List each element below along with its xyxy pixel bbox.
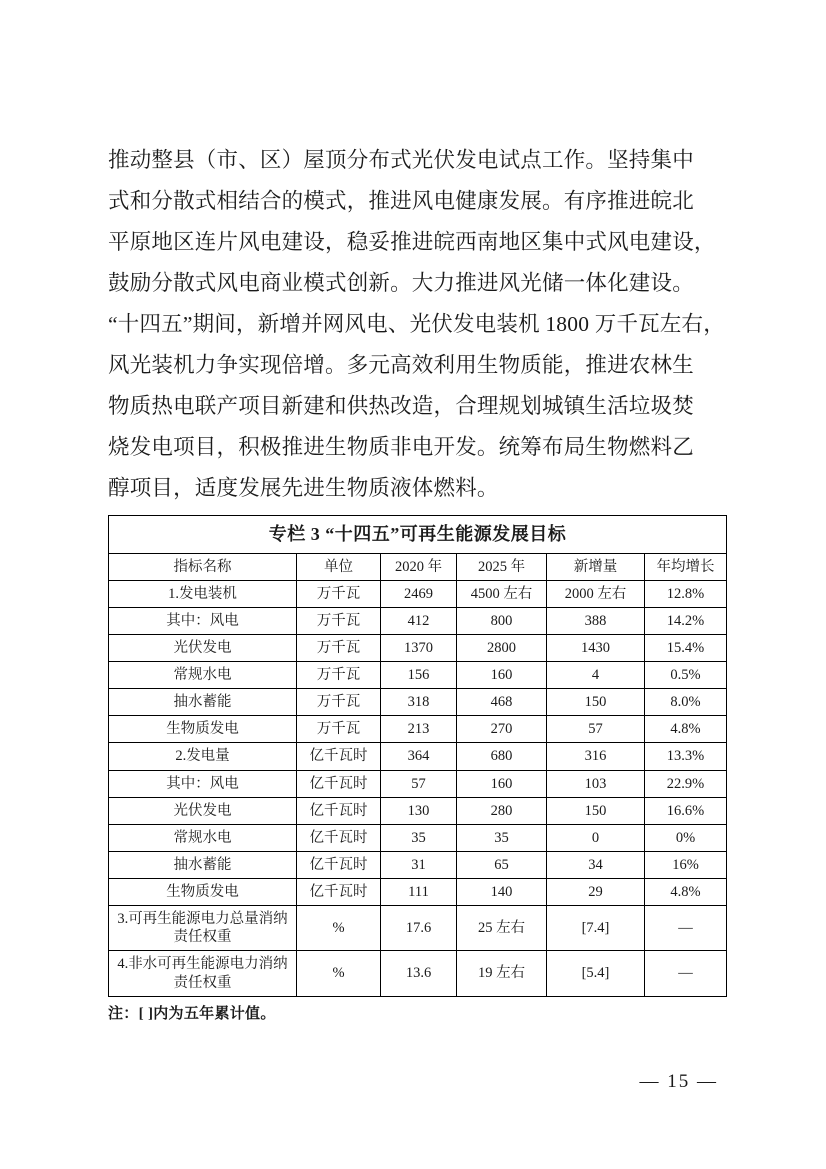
cell-increment: 103: [547, 770, 645, 797]
table-row: [109, 824, 727, 851]
cell-indicator: 抽水蓄能: [109, 689, 297, 716]
cell-indicator: 其中：风电: [109, 607, 297, 634]
cell-growth: 22.9%: [645, 770, 727, 797]
cell-increment: 150: [547, 689, 645, 716]
cell-increment: 316: [547, 743, 645, 770]
cell-unit: 亿千瓦时: [297, 770, 381, 797]
cell-2025: 25 左右: [457, 906, 547, 951]
cell-2020: 13.6: [381, 951, 457, 996]
cell-2025: 2800: [457, 634, 547, 661]
cell-unit: %: [297, 951, 381, 996]
cell-2025: 160: [457, 662, 547, 689]
cell-increment: 2000 左右: [547, 580, 645, 607]
body-line: 烧发电项目，积极推进生物质非电开发。统筹布局生物燃料乙: [108, 435, 694, 459]
cell-2025: 19 左右: [457, 951, 547, 996]
cell-2025: 680: [457, 743, 547, 770]
table-row: [109, 689, 727, 716]
cell-indicator: 光伏发电: [109, 634, 297, 661]
cell-growth: 16.6%: [645, 797, 727, 824]
cell-increment: 388: [547, 607, 645, 634]
cell-2020: 213: [381, 716, 457, 743]
cell-growth: 13.3%: [645, 743, 727, 770]
cell-indicator: 其中：风电: [109, 770, 297, 797]
cell-growth: 12.8%: [645, 580, 727, 607]
cell-indicator: 4.非水可再生能源电力消纳责任权重: [109, 951, 297, 996]
cell-unit: 亿千瓦时: [297, 824, 381, 851]
body-paragraph: [108, 140, 726, 509]
cell-2025: 468: [457, 689, 547, 716]
cell-growth: 0%: [645, 824, 727, 851]
cell-indicator: 光伏发电: [109, 797, 297, 824]
cell-increment: 57: [547, 716, 645, 743]
cell-unit: 万千瓦: [297, 689, 381, 716]
cell-growth: 15.4%: [645, 634, 727, 661]
cell-unit: 万千瓦: [297, 716, 381, 743]
table-note: [108, 1002, 726, 1023]
cell-indicator: 常规水电: [109, 662, 297, 689]
renewable-energy-target-table: [108, 515, 726, 1023]
col-header-indicator: 指标名称: [109, 553, 297, 580]
cell-increment: 29: [547, 879, 645, 906]
page-content: [108, 140, 726, 1023]
cell-unit: %: [297, 906, 381, 951]
cell-unit: 万千瓦: [297, 607, 381, 634]
cell-growth: 0.5%: [645, 662, 727, 689]
cell-increment: 1430: [547, 634, 645, 661]
cell-unit: 万千瓦: [297, 580, 381, 607]
target-table: [108, 515, 727, 997]
body-line: 醇项目，适度发展先进生物质液体燃料。: [108, 476, 499, 500]
cell-increment: [5.4]: [547, 951, 645, 996]
page-number: — 15 —: [639, 1071, 718, 1092]
table-row: [109, 607, 727, 634]
table-header-row: [109, 553, 727, 580]
cell-2020: 17.6: [381, 906, 457, 951]
cell-unit: 亿千瓦时: [297, 879, 381, 906]
cell-indicator: 常规水电: [109, 824, 297, 851]
table-row: [109, 634, 727, 661]
table-title-row: [109, 516, 727, 554]
table-row: [109, 770, 727, 797]
cell-indicator: 生物质发电: [109, 879, 297, 906]
cell-increment: 34: [547, 851, 645, 878]
table-row: [109, 716, 727, 743]
cell-unit: 亿千瓦时: [297, 743, 381, 770]
table-row: [109, 851, 727, 878]
body-line: 风光装机力争实现倍增。多元高效利用生物质能，推进农林生: [108, 353, 694, 377]
cell-2025: 800: [457, 607, 547, 634]
body-line: 式和分散式相结合的模式，推进风电健康发展。有序推进皖北: [108, 189, 694, 213]
cell-growth: 16%: [645, 851, 727, 878]
cell-2020: 156: [381, 662, 457, 689]
body-line: “十四五”期间，新增并网风电、光伏发电装机 1800 万千瓦左右，: [108, 312, 725, 336]
cell-indicator: 1.发电装机: [109, 580, 297, 607]
body-line: 推动整县（市、区）屋顶分布式光伏发电试点工作。坚持集中: [108, 148, 694, 172]
body-line: 平原地区连片风电建设，稳妥推进皖西南地区集中式风电建设，: [108, 230, 716, 254]
cell-increment: [7.4]: [547, 906, 645, 951]
cell-growth: 8.0%: [645, 689, 727, 716]
cell-unit: 亿千瓦时: [297, 851, 381, 878]
cell-growth: 14.2%: [645, 607, 727, 634]
cell-2025: 280: [457, 797, 547, 824]
cell-2020: 412: [381, 607, 457, 634]
table-row: [109, 797, 727, 824]
body-line: 物质热电联产项目新建和供热改造，合理规划城镇生活垃圾焚: [108, 394, 694, 418]
table-row: [109, 662, 727, 689]
col-header-2020: 2020 年: [381, 553, 457, 580]
cell-2020: 35: [381, 824, 457, 851]
table-note-text: 注：[ ]内为五年累计值。: [108, 1005, 276, 1022]
cell-indicator: 抽水蓄能: [109, 851, 297, 878]
cell-2025: 270: [457, 716, 547, 743]
cell-indicator: 2.发电量: [109, 743, 297, 770]
body-line: 鼓励分散式风电商业模式创新。大力推进风光储一体化建设。: [108, 271, 694, 295]
cell-unit: 亿千瓦时: [297, 797, 381, 824]
table-row: [109, 906, 727, 951]
cell-2020: 1370: [381, 634, 457, 661]
cell-increment: 0: [547, 824, 645, 851]
table-row: [109, 580, 727, 607]
cell-unit: 万千瓦: [297, 662, 381, 689]
cell-2020: 31: [381, 851, 457, 878]
cell-2025: 65: [457, 851, 547, 878]
cell-2020: 57: [381, 770, 457, 797]
cell-growth: 4.8%: [645, 716, 727, 743]
table-row: [109, 879, 727, 906]
cell-2025: 140: [457, 879, 547, 906]
cell-unit: 万千瓦: [297, 634, 381, 661]
cell-2020: 364: [381, 743, 457, 770]
cell-growth: 4.8%: [645, 879, 727, 906]
table-row: [109, 951, 727, 996]
cell-2020: 2469: [381, 580, 457, 607]
cell-2025: 4500 左右: [457, 580, 547, 607]
cell-indicator: 生物质发电: [109, 716, 297, 743]
col-header-increment: 新增量: [547, 553, 645, 580]
cell-increment: 4: [547, 662, 645, 689]
cell-2020: 318: [381, 689, 457, 716]
cell-growth: —: [645, 906, 727, 951]
col-header-2025: 2025 年: [457, 553, 547, 580]
table-title: 专栏 3 “十四五”可再生能源发展目标: [109, 516, 727, 554]
cell-2025: 160: [457, 770, 547, 797]
cell-indicator: 3.可再生能源电力总量消纳责任权重: [109, 906, 297, 951]
cell-increment: 150: [547, 797, 645, 824]
cell-2020: 111: [381, 879, 457, 906]
cell-2025: 35: [457, 824, 547, 851]
cell-2020: 130: [381, 797, 457, 824]
table-row: [109, 743, 727, 770]
cell-growth: —: [645, 951, 727, 996]
col-header-unit: 单位: [297, 553, 381, 580]
col-header-growth: 年均增长: [645, 553, 727, 580]
